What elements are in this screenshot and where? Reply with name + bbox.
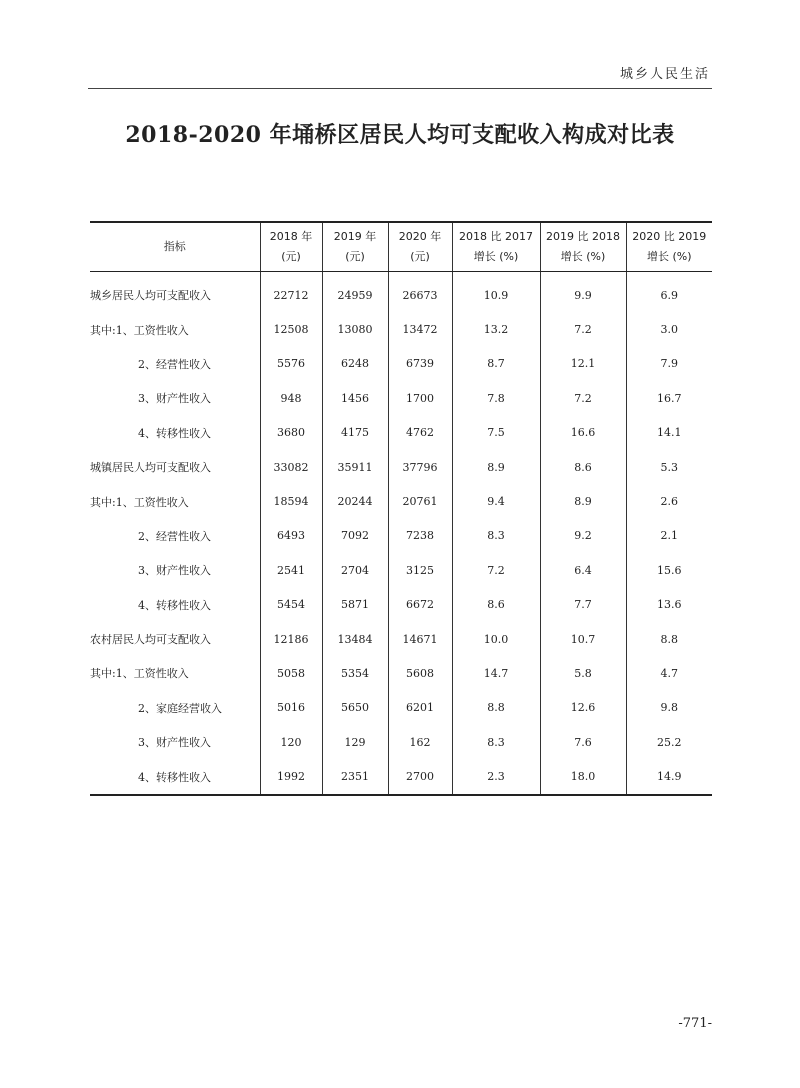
row-label: 2、经营性收入 <box>138 357 211 371</box>
table-row <box>90 272 712 313</box>
value-2018: 2541 <box>260 553 322 587</box>
growth-2019: 7.2 <box>540 312 626 346</box>
growth-2018: 7.5 <box>452 416 540 450</box>
value-2018: 5058 <box>260 656 322 690</box>
value-2018: 18594 <box>260 484 322 518</box>
page-number: -771- <box>678 1016 712 1031</box>
growth-2019: 6.4 <box>540 553 626 587</box>
growth-2019: 12.6 <box>540 691 626 725</box>
row-label: 4、转移性收入 <box>138 426 211 440</box>
table-row <box>90 519 712 553</box>
column-header-2018: 2018 年 (元) <box>260 222 322 272</box>
growth-2018: 8.6 <box>452 588 540 622</box>
table-row <box>90 450 712 484</box>
growth-2020: 15.6 <box>626 553 712 587</box>
growth-2018: 9.4 <box>452 484 540 518</box>
value-2019: 5650 <box>322 691 388 725</box>
section-header: 城乡人民生活 <box>619 67 710 82</box>
growth-2019: 9.9 <box>540 272 626 313</box>
growth-2018: 10.0 <box>452 622 540 656</box>
value-2019: 1456 <box>322 381 388 415</box>
table-row <box>90 347 712 381</box>
row-label: 城镇居民人均可支配收入 <box>90 461 211 475</box>
column-header-indicator: 指标 <box>90 222 260 272</box>
column-header-growth-2018: 2018 比 2017 增长 (%) <box>452 222 540 272</box>
value-2020: 5608 <box>388 656 452 690</box>
value-2019: 6248 <box>322 347 388 381</box>
growth-2018: 7.2 <box>452 553 540 587</box>
row-label: 其中:1、工资性收入 <box>90 323 189 337</box>
header-rule <box>88 88 712 89</box>
value-2018: 3680 <box>260 416 322 450</box>
income-table <box>90 221 712 796</box>
value-2019: 20244 <box>322 484 388 518</box>
table-row <box>90 484 712 518</box>
value-2020: 162 <box>388 725 452 759</box>
growth-2018: 8.8 <box>452 691 540 725</box>
row-label: 3、财产性收入 <box>138 564 211 578</box>
growth-2019: 18.0 <box>540 759 626 794</box>
value-2018: 12186 <box>260 622 322 656</box>
table-row <box>90 381 712 415</box>
value-2019: 5871 <box>322 588 388 622</box>
growth-2018: 8.7 <box>452 347 540 381</box>
table-row <box>90 656 712 690</box>
growth-2019: 7.6 <box>540 725 626 759</box>
value-2020: 4762 <box>388 416 452 450</box>
value-2018: 948 <box>260 381 322 415</box>
row-label: 3、财产性收入 <box>138 392 211 406</box>
table-row <box>90 725 712 759</box>
value-2018: 5454 <box>260 588 322 622</box>
growth-2020: 16.7 <box>626 381 712 415</box>
row-label: 4、转移性收入 <box>138 770 211 784</box>
row-label: 2、经营性收入 <box>138 529 211 543</box>
column-header-growth-2020: 2020 比 2019 增长 (%) <box>626 222 712 272</box>
growth-2020: 9.8 <box>626 691 712 725</box>
growth-2020: 14.1 <box>626 416 712 450</box>
growth-2019: 5.8 <box>540 656 626 690</box>
table-row <box>90 416 712 450</box>
value-2019: 13080 <box>322 312 388 346</box>
value-2020: 6672 <box>388 588 452 622</box>
row-label: 城乡居民人均可支配收入 <box>90 289 211 303</box>
value-2019: 2351 <box>322 759 388 794</box>
value-2019: 2704 <box>322 553 388 587</box>
growth-2019: 7.2 <box>540 381 626 415</box>
value-2020: 37796 <box>388 450 452 484</box>
growth-2019: 7.7 <box>540 588 626 622</box>
value-2020: 7238 <box>388 519 452 553</box>
growth-2020: 2.6 <box>626 484 712 518</box>
row-label: 4、转移性收入 <box>138 598 211 612</box>
value-2018: 1992 <box>260 759 322 794</box>
value-2019: 129 <box>322 725 388 759</box>
growth-2018: 2.3 <box>452 759 540 794</box>
growth-2020: 13.6 <box>626 588 712 622</box>
value-2020: 6201 <box>388 691 452 725</box>
growth-2018: 8.3 <box>452 519 540 553</box>
value-2019: 4175 <box>322 416 388 450</box>
value-2018: 33082 <box>260 450 322 484</box>
growth-2020: 5.3 <box>626 450 712 484</box>
growth-2020: 2.1 <box>626 519 712 553</box>
page-title: 2018-2020 年埇桥区居民人均可支配收入构成对比表 <box>125 122 675 148</box>
value-2018: 22712 <box>260 272 322 313</box>
row-label: 农村居民人均可支配收入 <box>90 633 211 647</box>
value-2019: 5354 <box>322 656 388 690</box>
growth-2019: 8.9 <box>540 484 626 518</box>
growth-2018: 8.9 <box>452 450 540 484</box>
table-row <box>90 312 712 346</box>
table-header-row <box>90 222 712 272</box>
growth-2020: 8.8 <box>626 622 712 656</box>
column-header-2020: 2020 年 (元) <box>388 222 452 272</box>
value-2020: 14671 <box>388 622 452 656</box>
growth-2018: 14.7 <box>452 656 540 690</box>
value-2019: 13484 <box>322 622 388 656</box>
table-row <box>90 588 712 622</box>
table-row <box>90 691 712 725</box>
growth-2020: 7.9 <box>626 347 712 381</box>
value-2020: 20761 <box>388 484 452 518</box>
value-2018: 6493 <box>260 519 322 553</box>
value-2020: 13472 <box>388 312 452 346</box>
growth-2020: 25.2 <box>626 725 712 759</box>
growth-2018: 10.9 <box>452 272 540 313</box>
growth-2019: 9.2 <box>540 519 626 553</box>
growth-2019: 10.7 <box>540 622 626 656</box>
growth-2018: 7.8 <box>452 381 540 415</box>
row-label: 3、财产性收入 <box>138 736 211 750</box>
growth-2020: 14.9 <box>626 759 712 794</box>
row-label: 2、家庭经营收入 <box>138 701 222 715</box>
growth-2019: 16.6 <box>540 416 626 450</box>
table-row <box>90 622 712 656</box>
growth-2018: 13.2 <box>452 312 540 346</box>
value-2018: 120 <box>260 725 322 759</box>
value-2020: 2700 <box>388 759 452 794</box>
value-2018: 5016 <box>260 691 322 725</box>
table-row <box>90 553 712 587</box>
growth-2020: 4.7 <box>626 656 712 690</box>
value-2019: 35911 <box>322 450 388 484</box>
value-2020: 1700 <box>388 381 452 415</box>
growth-2020: 6.9 <box>626 272 712 313</box>
growth-2019: 8.6 <box>540 450 626 484</box>
value-2019: 7092 <box>322 519 388 553</box>
value-2020: 26673 <box>388 272 452 313</box>
column-header-growth-2019: 2019 比 2018 增长 (%) <box>540 222 626 272</box>
value-2018: 5576 <box>260 347 322 381</box>
column-header-2019: 2019 年 (元) <box>322 222 388 272</box>
value-2020: 6739 <box>388 347 452 381</box>
value-2019: 24959 <box>322 272 388 313</box>
growth-2019: 12.1 <box>540 347 626 381</box>
value-2020: 3125 <box>388 553 452 587</box>
growth-2020: 3.0 <box>626 312 712 346</box>
row-label: 其中:1、工资性收入 <box>90 495 189 509</box>
growth-2018: 8.3 <box>452 725 540 759</box>
table-row <box>90 759 712 794</box>
row-label: 其中:1、工资性收入 <box>90 667 189 681</box>
value-2018: 12508 <box>260 312 322 346</box>
